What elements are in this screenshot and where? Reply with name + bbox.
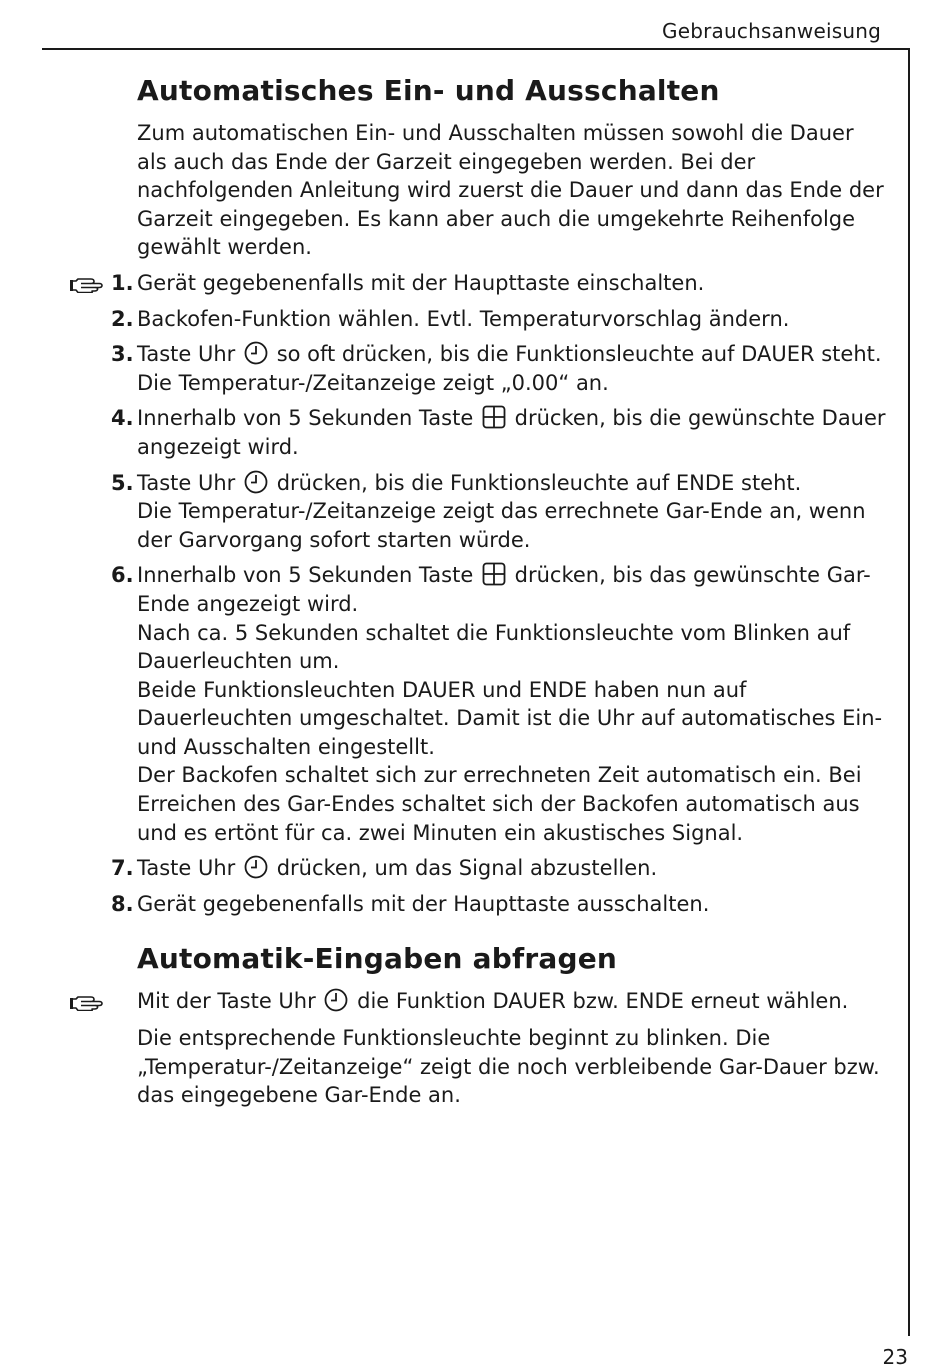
step-text: Gerät gegebenenfalls mit der Haupttaste einschalten.: [137, 270, 705, 295]
step-item: [111, 469, 889, 555]
step-text-rest: drücken, bis das gewünschte Gar-Ende angezeigt wird.: [137, 563, 871, 616]
step-text-rest: drücken, bis die gewünschte Dauer angezeigt wird.: [137, 406, 886, 459]
pointing-hand-icon: [69, 987, 103, 1015]
step-number: 8.: [111, 891, 134, 916]
step-number: 3.: [111, 342, 134, 367]
step-item: [111, 305, 889, 334]
step-number: 4.: [111, 406, 134, 431]
section-query-automatic: [137, 942, 889, 1109]
step-text-lead: Taste Uhr: [137, 470, 236, 495]
section-title-query-automatic: Automatik-Eingaben abfragen: [137, 942, 618, 976]
step-note: Nach ca. 5 Sekunden schaltet die Funktionsleuchte vom Blinken auf Dauerleuchten um.: [137, 620, 851, 674]
step-note: Die Temperatur-/Zeitanzeige zeigt „0.00“ an.: [137, 370, 609, 395]
step-note: Die Temperatur-/Zeitanzeige zeigt das errechnete Gar-Ende an, wenn der Garvorgang sofort starten würde.: [137, 499, 866, 552]
step-note: Der Backofen schaltet sich zur errechneten Zeit automatisch ein. Bei Erreichen des Gar-Endes schaltet sich der Backofen automatisch aus und es ertönt für ca. zwei Minuten ein akustisches Signal.: [137, 763, 862, 845]
clock-icon: [244, 855, 268, 879]
section-intro: Zum automatischen Ein- und Ausschalten müssen sowohl die Dauer als auch das Ende der Garzeit eingegeben werden. Bei der nachfolgenden Anleitung wird zuerst die Dauer und dann das Ende der Garzeit eingegeben. Es kann aber auch die umgekehrte Reihenfolge gewählt werden.: [137, 121, 884, 260]
header-rule: [42, 48, 910, 50]
step-text-rest: drücken, um das Signal abzustellen.: [276, 856, 658, 881]
step-number: 7.: [111, 856, 134, 881]
clock-icon: [244, 341, 268, 365]
page-content: [111, 74, 889, 1110]
step-text: Backofen-Funktion wählen. Evtl. Temperaturvorschlag ändern.: [137, 306, 790, 331]
side-rule: [908, 48, 910, 1336]
plus-key-icon: [482, 562, 506, 586]
step-text-rest: drücken, bis die Funktionsleuchte auf ENDE steht.: [276, 470, 802, 495]
clock-icon: [324, 988, 348, 1012]
step-item: [111, 340, 889, 397]
step-item: [111, 854, 889, 883]
document-header-label: Gebrauchsanweisung: [662, 19, 881, 43]
step-number: 5.: [111, 470, 134, 495]
step-number: 1.: [111, 270, 134, 295]
tip-text-rest: die Funktion DAUER bzw. ENDE erneut wählen.: [357, 989, 849, 1014]
step-number: 2.: [111, 306, 134, 331]
plus-key-icon: [482, 405, 506, 429]
tip-text-lead: Mit der Taste Uhr: [137, 989, 316, 1014]
step-text-lead: Taste Uhr: [137, 342, 236, 367]
step-item: [111, 561, 889, 847]
tip-line: [137, 987, 889, 1016]
step-item: [111, 269, 889, 298]
step-text-rest: so oft drücken, bis die Funktionsleuchte auf DAUER steht.: [276, 342, 882, 367]
step-text: Gerät gegebenenfalls mit der Haupttaste ausschalten.: [137, 891, 710, 916]
section-body: Die entsprechende Funktionsleuchte beginnt zu blinken. Die „Temperatur-/Zeitanzeige“ zeigt die noch verbleibende Gar-Dauer bzw. das eingegebene Gar-Ende an.: [137, 1026, 880, 1108]
step-text-lead: Taste Uhr: [137, 856, 236, 881]
section-title-automatic-on-off: Automatisches Ein- und Ausschalten: [137, 74, 720, 107]
pointing-hand-icon: [69, 269, 103, 297]
clock-icon: [244, 470, 268, 494]
step-item: [111, 404, 889, 461]
step-number: 6.: [111, 563, 134, 588]
step-text-lead: Innerhalb von 5 Sekunden Taste: [137, 406, 474, 431]
step-note: Beide Funktionsleuchten DAUER und ENDE haben nun auf Dauerleuchten umgeschaltet. Damit ist die Uhr auf automatisches Ein- und Ausschalten eingestellt.: [137, 677, 883, 759]
step-item: [111, 890, 889, 919]
page-number: 23: [882, 1345, 908, 1369]
step-text-lead: Innerhalb von 5 Sekunden Taste: [137, 563, 474, 588]
step-list: [111, 269, 889, 918]
